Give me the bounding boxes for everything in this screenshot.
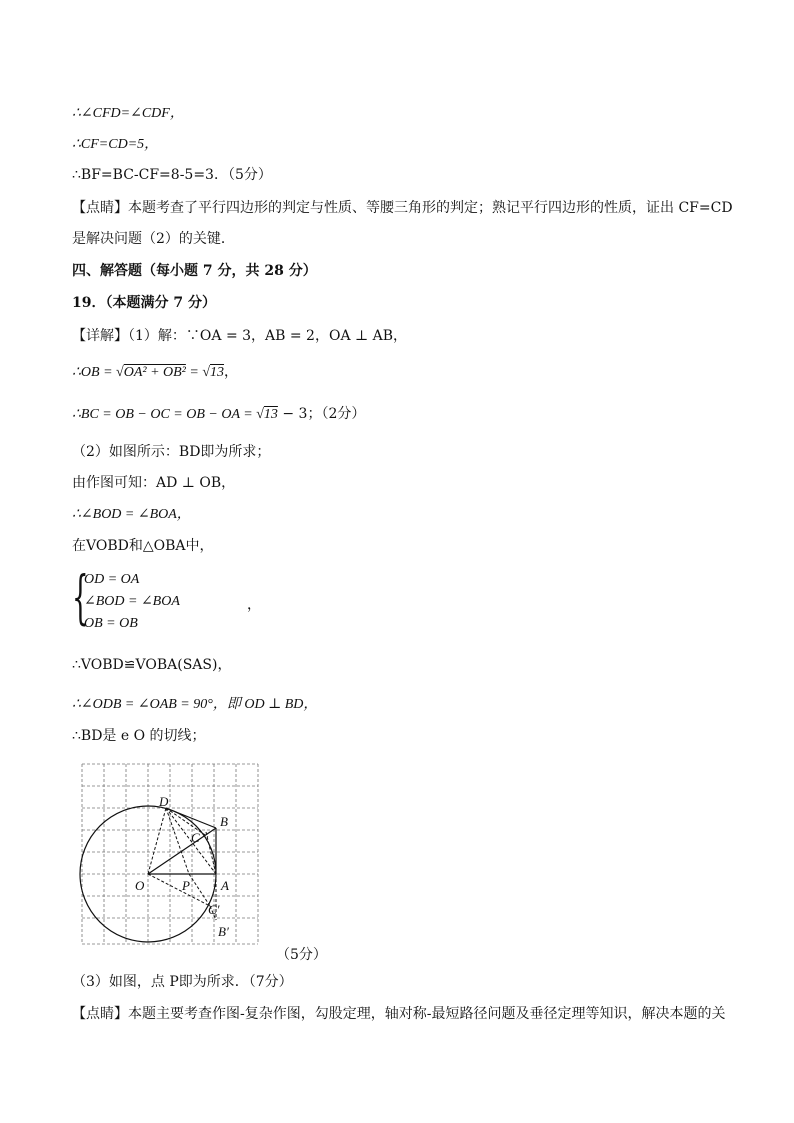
comment-line-2: 是解决问题（2）的关键． — [72, 231, 235, 247]
triangles-line: 在VOBD和△OBA中， — [72, 538, 214, 554]
ob-formula: ∴OB = √OA² + OB² = √13， — [72, 364, 239, 380]
line-cf-cd: ∴CF=CD=5， — [72, 137, 159, 152]
label-b: B — [220, 814, 228, 829]
system-row-2: ∠BOD = ∠BOA — [84, 594, 180, 609]
grid-lines — [82, 764, 258, 944]
angle-equal-line: ∴∠BOD = ∠BOA， — [72, 507, 191, 522]
congruence-line: ∴VOBD≌VOBA(SAS)， — [72, 657, 232, 673]
solid-lines — [148, 808, 216, 874]
question-19-heading: 19．（本题满分 7 分） — [72, 295, 216, 311]
system-row-3: OB = OB — [84, 616, 138, 631]
line-bf: ∴BF=BC-CF=8-5=3．（5分） — [72, 167, 272, 183]
section-heading: 四、解答题（每小题 7 分，共 28 分） — [72, 263, 317, 279]
comment-line-1: 【点睛】本题考查了平行四边形的判定与性质、等腰三角形的判定；熟记平行四边形的性质，证出 CF=CD — [72, 200, 733, 216]
label-a: A — [221, 878, 229, 893]
system-brace: { — [72, 563, 89, 631]
part-2-line: （2）如图所示：BD即为所求； — [72, 444, 271, 460]
right-angle-line: ∴∠ODB = ∠OAB = 90°，即 OD ⊥ BD， — [72, 697, 318, 712]
label-b-prime: B′ — [218, 924, 229, 939]
label-p: P — [182, 878, 190, 893]
system-row-1: OD = OA — [84, 572, 140, 587]
label-d: D — [159, 794, 169, 809]
equation-system — [72, 563, 272, 636]
system-trail: ， — [247, 597, 261, 613]
bc-formula: ∴BC = OB − OC = OB − OA = √13 − 3；（2分） — [72, 406, 366, 422]
line-angle-cfd: ∴∠CFD=∠CDF， — [72, 106, 184, 121]
dashed-lines — [148, 808, 216, 920]
label-c: C — [191, 830, 200, 845]
label-c-prime: C′ — [208, 902, 220, 917]
geometry-figure — [78, 762, 268, 952]
label-o: O — [135, 878, 145, 893]
part-3-line: （3）如图，点 P即为所求．（7分） — [72, 974, 293, 990]
figure-svg — [78, 762, 268, 948]
figure-score: （5分） — [276, 947, 327, 963]
detail-line-1: 【详解】（1）解：∵OA = 3，AB = 2，OA ⊥ AB， — [72, 328, 408, 344]
final-comment-line: 【点睛】本题主要考查作图-复杂作图，勾股定理，轴对称-最短路径问题及垂径定理等知识，解决本题的关 — [72, 1006, 726, 1022]
tangent-line: ∴BD是 e O 的切线； — [72, 728, 206, 744]
construction-line: 由作图可知：AD ⊥ OB， — [72, 475, 236, 491]
